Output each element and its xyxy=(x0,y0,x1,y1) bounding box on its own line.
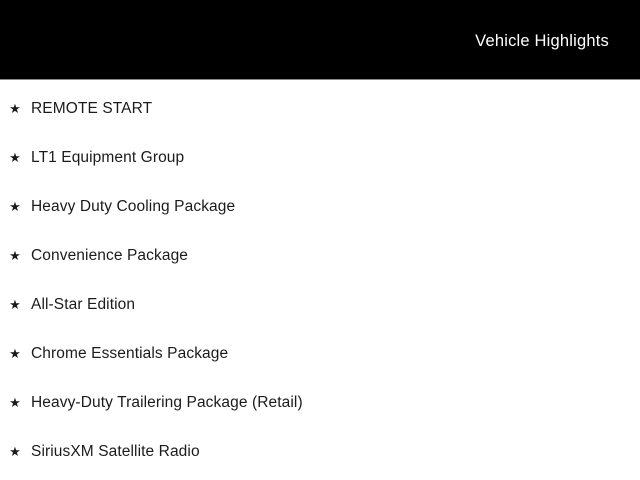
star-icon: ★ xyxy=(9,199,21,214)
list-item-label: Heavy-Duty Trailering Package (Retail) xyxy=(31,393,303,411)
list-item xyxy=(0,133,640,182)
list-item xyxy=(0,329,640,378)
list-item xyxy=(0,231,640,280)
star-icon: ★ xyxy=(9,346,21,361)
list-item xyxy=(0,84,640,133)
list-item-label: All-Star Edition xyxy=(31,295,136,313)
list-item-label: REMOTE START xyxy=(31,99,153,117)
star-icon: ★ xyxy=(9,150,21,165)
list-item-label: SiriusXM Satellite Radio xyxy=(31,442,200,460)
list-item xyxy=(0,427,640,476)
star-icon: ★ xyxy=(9,395,21,410)
list-item-label: Chrome Essentials Package xyxy=(31,344,229,362)
star-icon: ★ xyxy=(9,444,21,459)
list-item-label: LT1 Equipment Group xyxy=(31,148,185,166)
highlights-list xyxy=(0,80,640,476)
star-icon: ★ xyxy=(9,101,21,116)
header-bar xyxy=(0,0,640,80)
star-icon: ★ xyxy=(9,248,21,263)
page-title: Vehicle Highlights xyxy=(475,31,609,50)
list-item-label: Heavy Duty Cooling Package xyxy=(31,197,236,215)
list-item-label: Convenience Package xyxy=(31,246,189,264)
star-icon: ★ xyxy=(9,297,21,312)
list-item xyxy=(0,182,640,231)
list-item xyxy=(0,280,640,329)
list-item xyxy=(0,378,640,427)
